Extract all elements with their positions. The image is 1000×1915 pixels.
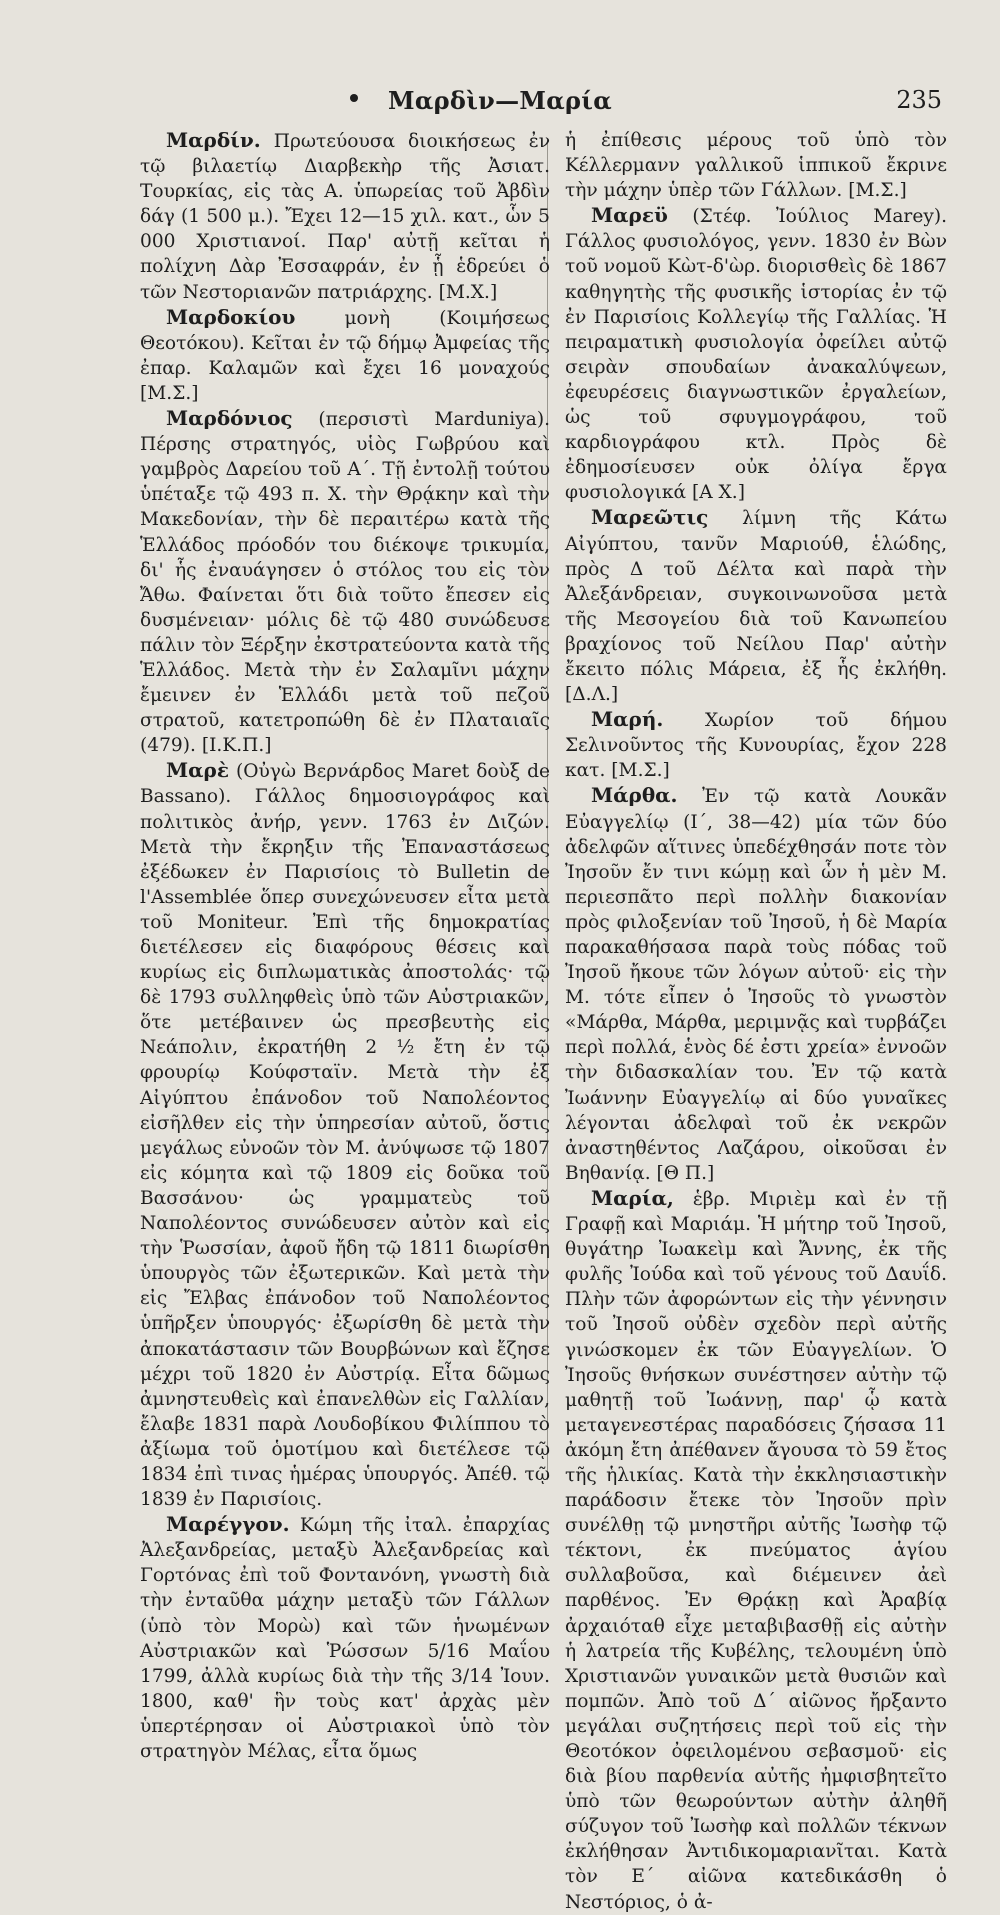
entry-marengon <box>140 1512 550 1764</box>
page-header <box>0 86 1000 122</box>
entry-marengon-continued <box>565 128 947 203</box>
headword: Μαρδόνιος <box>166 406 293 431</box>
entry-text: Χωρίον τοῦ δήμου Σελινοῦντος τῆς Κυνουρίας, ἔχον 228 κατ. [Μ.Σ.] <box>565 710 947 782</box>
entry-text: Ἐν τῷ κατὰ Λουκᾶν Εὐαγγελίῳ (Ι΄, 38—42) μία τῶν δύο ἀδελφῶν αἵτινες ὑπεδέχθησάν ποτε τὸν Ἰησοῦν ἔν τινι κώμῃ καὶ ὧν ἡ μὲν Μ. περιεσπᾶτο περὶ πολλὴν διακονίαν πρὸς φιλοξενίαν τοῦ Ἰησοῦ, ἡ δὲ Μαρία παρακαθήσασα παρὰ τοὺς πόδας τοῦ Ἰησοῦ ἤκουε τῶν λόγων αὐτοῦ· εἰς τὴν Μ. τότε εἶπεν ὁ Ἰησοῦς τὸ γνωστὸν «Μάρθα, Μάρθα, μεριμνᾷς καὶ τυρβάζει περὶ πολλά, ἑνὸς δέ ἐστι χρεία» ἐννοῶν τὴν διδασκαλίαν του. Ἐν τῷ κατὰ Ἰωάννην Εὐαγγελίῳ αἱ δύο γυναῖκες λέγονται ἀδελφαὶ τοῦ ἐκ νεκρῶν ἀναστηθέντος Λαζάρου, οἰκοῦσαι ἐν Βηθανίᾳ. [Θ Π.] <box>565 786 947 1184</box>
entry-maria <box>565 1186 947 1915</box>
entry-text: Κώμη τῆς ἰταλ. ἐπαρχίας Ἀλεξανδρείας, μεταξὺ Ἀλεξανδρείας καὶ Γορτόνας ἐπὶ τοῦ Φοντανόνη, γνωστὴ διὰ τὴν ἐνταῦθα μάχην μεταξὺ τῶν Γάλλων (ὑπὸ τὸν Μορὼ) καὶ τῶν ἡνωμένων Αὐστριακῶν καὶ Ῥώσσων 5/16 Μαΐου 1799, ἀλλὰ κυρίως διὰ τὴν τῆς 3/14 Ἰουν. 1800, καθ' ἣν τοὺς κατ' ἀρχὰς μὲν ὑπερτέρησαν οἱ Αὐστριακοὶ ὑπὸ τὸν στρατηγὸν Μέλας, εἶτα ὅμως <box>140 1515 551 1762</box>
headword: Μαρέγγον. <box>166 1512 290 1537</box>
entry-marey <box>565 203 947 505</box>
page-number: 235 <box>896 86 942 114</box>
headword: Μαρεῶτις <box>591 505 709 530</box>
entry-text: (περσιστὶ Marduniya). Πέρσης στρατηγός, υἱὸς Γωβρύου καὶ γαμβρὸς Δαρείου τοῦ Α΄. Τῇ ἐντολῇ τούτου ὑπέταξε τῷ 493 π. Χ. τὴν Θρᾴκην καὶ τὴν Μακεδονίαν, τὴν δὲ περαιτέρω κατὰ τῆς Ἑλλάδος πρόοδόν του διέκοψε τρικυμία, δι' ἧς ἐναυάγησεν ὁ στόλος του εἰς τὸν Ἄθω. Φαίνεται ὅτι διὰ τοῦτο ἔπεσεν εἰς δυσμένειαν· μόλις δὲ τῷ 480 συνώδευσε πάλιν τὸν Ξέρξην ἐκστρατεύοντα κατὰ τῆς Ἑλλάδος. Μετὰ τὴν ἐν Σαλαμῖνι μάχην ἔμεινεν ἐν Ἑλλάδι μετὰ τοῦ πεζοῦ στρατοῦ, κατετροπώθη δὲ ἐν Πλαταιαῖς (479). [Ι.Κ.Π.] <box>140 409 550 757</box>
entry-mare <box>140 758 550 1512</box>
entry-mardonios <box>140 406 550 758</box>
entry-text: ἑβρ. Μιριὲμ καὶ ἐν τῇ Γραφῇ καὶ Μαριάμ. Ἡ μήτηρ τοῦ Ἰησοῦ, θυγάτηρ Ἰωακεὶμ καὶ Ἄννης, ἐκ τῆς φυλῆς Ἰούδα καὶ τοῦ γένους τοῦ Δαυΐδ. Πλὴν τῶν ἀφορώντων εἰς τὴν γέννησιν τοῦ Ἰησοῦ οὐδὲν σχεδὸν περὶ αὐτῆς γινώσκομεν ἐκ τῶν Εὐαγγελίων. Ὁ Ἰησοῦς θνήσκων συνέστησεν αὐτὴν τῷ μαθητῇ τοῦ Ἰωάννῃ, παρ' ᾧ κατὰ μεταγενεστέρας παραδόσεις ζήσασα 11 ἀκόμη ἔτη ἀπέθανεν ἄγουσα τὸ 59 ἔτος τῆς ἡλικίας. Κατὰ τὴν ἐκκλησιαστικὴν παράδοσιν ἔτεκε τὸν Ἰησοῦν πρὶν συνέλθῃ τῷ μνηστῆρι αὐτῆς Ἰωσὴφ τῷ τέκτονι, ἐκ πνεύματος ἁγίου συλλαβοῦσα, καὶ διέμεινεν ἀεὶ παρθένος. Ἐν Θρᾴκῃ καὶ Ἀραβίᾳ ἀρχαιόταθ εἶχε μεταβιβασθῇ εἰς αὐτὴν ἡ λατρεία τῆς Κυβέλης, τελουμένη ὑπὸ Χριστιανῶν γυναικῶν μετὰ θυσιῶν καὶ πομπῶν. Ἀπὸ τοῦ Δ΄ αἰῶνος ἤρξαντο μεγάλαι συζητήσεις περὶ τοῦ εἰς τὴν Θεοτόκον ὀφειλομένου σεβασμοῦ· εἰς διὰ βίου παρθενία αὐτῆς ἠμφισβητεῖτο ὑπὸ τῶν θεωρούντων αὐτὴν ἀληθῆ σύζυγον τοῦ Ἰωσὴφ καὶ πολλῶν τέκνων ἐκλήθησαν Ἀντιδικομαριανῖται. Κατὰ τὸν Ε΄ αἰῶνα κατεδικάσθη ὁ Νεστόριος, ὁ ἀ- <box>565 1188 947 1913</box>
right-column <box>565 128 947 1915</box>
entry-text: λίμνη τῆς Κάτω Αἰγύπτου, τανῦν Μαριούθ, ἑλώδης, πρὸς Δ τοῦ Δέλτα καὶ παρὰ τὴν Ἀλεξάνδρειαν, συγκοινωνοῦσα μετὰ τῆς Μεσογείου διὰ τοῦ Κανωπείου βραχίονος τοῦ Νείλου Παρ' αὐτὴν ἔκειτο πόλις Μάρεια, ἐξ ἧς ἐκλήθη. [Δ.Λ.] <box>565 508 947 706</box>
headword: Μαρὲ <box>166 758 229 783</box>
headword: Μάρθα. <box>591 783 678 808</box>
entry-text: Πρωτεύουσα διοικήσεως ἐν τῷ βιλαετίῳ Διαρβεκὴρ τῆς Ἀσιατ. Τουρκίας, εἰς τὰς Α. ὑπωρείας τοῦ Ἀβδὶν δάγ (1 500 μ.). Ἔχει 12—15 χιλ. κατ., ὧν 5 000 Χριστιανοί. Παρ' αὐτῇ κεῖται ἡ πολίχνη Δὰρ Ἐσσαφράν, ἐν ᾗ ἑδρεύει ὁ τῶν Νεστοριανῶν πατριάρχης. [Μ.Χ.] <box>140 131 550 303</box>
headword: Μαρία, <box>591 1185 674 1210</box>
left-column <box>140 128 550 1764</box>
entry-text: ἡ ἐπίθεσις μέρους τοῦ ὑπὸ τὸν Κέλλερμανν γαλλικοῦ ἱππικοῦ ἔκρινε τὴν μάχην ὑπὲρ τῶν Γάλλων. [Μ.Σ.] <box>565 130 947 202</box>
entry-text: μονὴ (Κοιμήσεως Θεοτόκου). Κεῖται ἐν τῷ δήμῳ Ἀμφείας τῆς ἐπαρ. Καλαμῶν καὶ ἔχει 16 μοναχούς [Μ.Σ.] <box>140 307 550 404</box>
entry-mareotis <box>565 505 947 707</box>
headword: Μαρδοκίου <box>166 304 296 329</box>
headword: Μαρδίν. <box>166 128 261 152</box>
headword: Μαρή. <box>591 707 664 732</box>
entry-text: (Στέφ. Ἰούλιος Marey). Γάλλος φυσιολόγος, γενν. 1830 ἐν Βὼν τοῦ νομοῦ Κὼτ-δ'ὼρ. διορισθεὶς δὲ 1867 καθηγητὴς τῆς φυσικῆς ἱστορίας ἐν τῷ ἐν Παρισίοις Κολλεγίῳ τῆς Γαλλίας. Ἡ πειραματικὴ φυσιολογία ὀφείλει αὐτῷ σειρὰν σπουδαίων ἀνακαλύψεων, ἐφευρέσεις διαγνωστικῶν ἐργαλείων, ὡς τοῦ σφυγμογράφου, τοῦ καρδιογράφου κτλ. Πρὸς δὲ ἐδημοσίευσεν οὐκ ὀλίγα ἔργα φυσιολογικά [Α Χ.] <box>565 206 947 504</box>
entry-mari <box>565 707 947 783</box>
entry-mardin <box>140 128 550 305</box>
running-title: Μαρδὶν—Μαρία <box>388 86 612 115</box>
headword: Μαρεϋ <box>591 203 668 228</box>
entry-mardokiou <box>140 305 550 406</box>
entry-text: (Οὐγὼ Βερνάρδος Maret δοὺξ de Bassano). Γάλλος δημοσιογράφος καὶ πολιτικὸς ἀνήρ, γενν. 1763 ἐν Διζών. Μετὰ τὴν ἔκρηξιν τῆς Ἐπαναστάσεως ἐξέδωκεν ἐν Παρισίοις τὸ Bulletin de l'Assemblée ὅπερ συνεχώνευσεν εἶτα μετὰ τοῦ Moniteur. Ἐπὶ τῆς δημοκρατίας διετέλεσεν εἰς διαφόρους θέσεις καὶ κυρίως εἰς διπλωματικὰς ἀποστολάς· τῷ δὲ 1793 συλληφθεὶς ὑπὸ τῶν Αὐστριακῶν, ὅτε μετέβαινεν ὡς πρεσβευτὴς εἰς Νεάπολιν, ἐκρατήθη 2 ½ ἔτη ἐν τῷ φρουρίῳ Κούφσταϊν. Μετὰ τὴν ἐξ Αἰγύπτου ἐπάνοδον τοῦ Ναπολέοντος εἰσῆλθεν εἰς τὴν ὑπηρεσίαν αὐτοῦ, ὅστις μεγάλως εὐνοῶν τὸν Μ. ἀνύψωσε τῷ 1807 εἰς κόμητα καὶ τῷ 1809 εἰς δοῦκα τοῦ Βασσάνου· ὡς γραμματεὺς τοῦ Ναπολέοντος συνώδευσεν αὐτὸν καὶ εἰς τὴν Ῥωσσίαν, ἀφοῦ ἤδη τῷ 1811 διωρίσθη ὑπουργὸς τῶν ἐξωτερικῶν. Καὶ μετὰ τὴν εἰς Ἔλβας ἐπάνοδον τοῦ Ναπολέοντος ὑπῆρξεν ὑπουργός· ἐξωρίσθη δὲ μετὰ τὴν ἀποκατάστασιν τῶν Βουρβώνων καὶ ἔζησε μέχρι τοῦ 1820 ἐν Αὐστρίᾳ. Εἶτα δῶμως ἀμνηστευθεὶς καὶ ἐπανελθὼν εἰς Γαλλίαν, ἔλαβε 1831 παρὰ Λουδοβίκου Φιλίππου τὸ ἀξίωμα τοῦ ὁμοτίμου καὶ διετέλεσε τῷ 1834 ἐπὶ τινας ἡμέρας ὑπουργός. Ἀπέθ. τῷ 1839 ἐν Παρισίοις. <box>140 761 550 1511</box>
entry-martha <box>565 783 947 1186</box>
